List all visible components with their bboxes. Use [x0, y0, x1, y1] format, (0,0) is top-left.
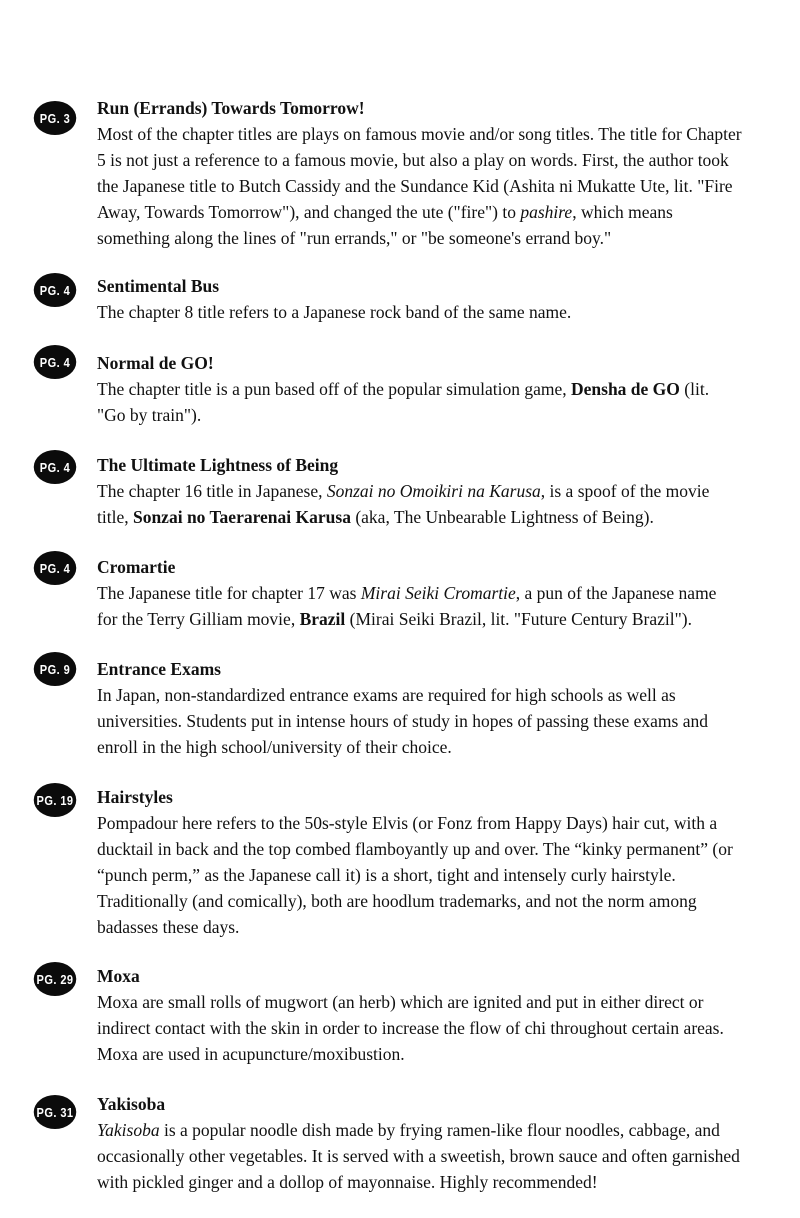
note-text-run: Traditionally (and comically), both are hoodlum trademarks, and not the norm among — [97, 891, 697, 911]
page-number: PG. 3 — [39, 110, 71, 126]
page-number: PG. 29 — [36, 971, 74, 987]
note-title: Sentimental Bus — [97, 276, 220, 296]
note-text — [97, 963, 787, 1067]
note-line — [97, 888, 787, 914]
note-text-run: occasionally other vegetables. It is served with a sweetish, brown sauce and often garnished — [97, 1146, 740, 1166]
note-body — [97, 478, 787, 530]
page-number: PG. 4 — [39, 459, 71, 475]
note-body — [97, 810, 787, 940]
note-text-run: , which means — [572, 202, 673, 222]
note-line — [97, 121, 787, 147]
note-text — [97, 273, 787, 325]
page-number: PG. 4 — [39, 560, 71, 576]
note-text — [97, 1091, 787, 1195]
note-line — [97, 1015, 787, 1041]
note-text-run: The chapter title is a pun based off of the popular simulation game, — [97, 379, 571, 399]
note-body — [97, 121, 787, 251]
page-number: PG. 4 — [39, 354, 71, 370]
note-text-run: Most of the chapter titles are plays on famous movie and/or song titles. The title for Chapter — [97, 124, 742, 144]
note-body — [97, 989, 787, 1067]
note-line — [97, 1117, 787, 1143]
bold-term: Densha de GO — [571, 379, 680, 399]
note-line — [97, 299, 787, 325]
note-text-run: Moxa are used in acupuncture/moxibustion. — [97, 1044, 405, 1064]
page-number: PG. 9 — [39, 661, 71, 677]
note-body — [97, 1117, 787, 1195]
note-title: Normal de GO! — [97, 353, 214, 373]
note-line — [97, 173, 787, 199]
italic-term: Yakisoba — [97, 1120, 160, 1140]
note-text-run: the Japanese title to Butch Cassidy and the Sundance Kid (Ashita ni Mukatte Ute, lit. "Fire — [97, 176, 733, 196]
note-line — [97, 199, 787, 225]
note-text-run: with pickled ginger and a dollop of mayonnaise. Highly recommended! — [97, 1172, 598, 1192]
page-badge — [34, 450, 77, 484]
page-number: PG. 4 — [39, 282, 71, 298]
note-title: The Ultimate Lightness of Being — [97, 455, 339, 475]
note-line — [97, 810, 787, 836]
note-line — [97, 478, 787, 504]
page-number: PG. 19 — [36, 792, 74, 808]
note-text-run: badasses these days. — [97, 917, 240, 937]
note-text-run: universities. Students put in intense hours of study in hopes of passing these exams and — [97, 711, 708, 731]
note-body — [97, 376, 787, 428]
note-text-run: (aka, The Unbearable Lightness of Being). — [350, 507, 654, 527]
page-number: PG. 31 — [36, 1104, 74, 1120]
note-text-run: In Japan, non-standardized entrance exams are required for high schools as well as — [97, 685, 676, 705]
note-line — [97, 862, 787, 888]
note-line — [97, 708, 787, 734]
note-title: Hairstyles — [97, 787, 173, 807]
note-line — [97, 580, 787, 606]
note-text — [97, 554, 787, 632]
italic-term: pashire — [520, 202, 573, 222]
note-line — [97, 225, 787, 251]
note-line — [97, 836, 787, 862]
note-title: Moxa — [97, 966, 140, 986]
note-text-run: Pompadour here refers to the 50s-style Elvis (or Fonz from Happy Days) hair cut, with a — [97, 813, 718, 833]
note-text-run: for the Terry Gilliam movie, — [97, 609, 300, 629]
note-line — [97, 1041, 787, 1067]
note-text-run: The Japanese title for chapter 17 was — [97, 583, 361, 603]
italic-term: Sonzai no Omoikiri na Karusa — [326, 481, 541, 501]
note-text-run: “punch perm,” as the Japanese call it) is a short, tight and intensely curly hairstyle. — [97, 865, 676, 885]
note-text — [97, 452, 787, 530]
note-line — [97, 914, 787, 940]
note-text — [97, 656, 787, 760]
page-badge — [34, 1095, 77, 1129]
note-text-run: (Mirai Seiki Brazil, lit. "Future Century Brazil"). — [345, 609, 692, 629]
bold-term: Brazil — [299, 609, 346, 629]
page-badge — [34, 273, 77, 307]
note-title: Cromartie — [97, 557, 176, 577]
note-title: Entrance Exams — [97, 659, 221, 679]
note-line — [97, 734, 787, 760]
note-title: Run (Errands) Towards Tomorrow! — [97, 98, 365, 118]
note-line — [97, 504, 787, 530]
note-text-run: Away, Towards Tomorrow"), and changed the ute ("fire") to — [97, 202, 521, 222]
italic-term: Mirai Seiki Cromartie — [360, 583, 516, 603]
page-badge — [34, 551, 77, 585]
note-text-run: , a pun of the Japanese name — [515, 583, 717, 603]
note-text-run: something along the lines of "run errands," or "be someone's errand boy." — [97, 228, 612, 248]
note-text-run: is a popular noodle dish made by frying ramen-like flour noodles, cabbage, and — [159, 1120, 720, 1140]
note-text-run: title, — [97, 507, 133, 527]
page-badge — [34, 962, 77, 996]
note-body — [97, 299, 787, 325]
note-text-run: 5 is not just a reference to a famous movie, but also a play on words. First, the author took — [97, 150, 729, 170]
note-line — [97, 376, 787, 402]
note-text — [97, 95, 787, 251]
note-line — [97, 147, 787, 173]
note-text-run: "Go by train"). — [97, 405, 202, 425]
note-line — [97, 1143, 787, 1169]
note-text — [97, 350, 787, 428]
bold-term: Sonzai no Taerarenai Karusa — [132, 507, 351, 527]
note-line — [97, 402, 787, 428]
page-badge — [34, 652, 77, 686]
note-text-run: (lit. — [679, 379, 710, 399]
note-title: Yakisoba — [97, 1094, 166, 1114]
note-line — [97, 989, 787, 1015]
note-line — [97, 606, 787, 632]
note-body — [97, 682, 787, 760]
note-text — [97, 784, 787, 940]
note-text-run: Moxa are small rolls of mugwort (an herb) which are ignited and put in either direct or — [97, 992, 704, 1012]
note-line — [97, 1169, 787, 1195]
page-badge — [34, 345, 77, 379]
page-badge — [34, 783, 77, 817]
note-text-run: The chapter 16 title in Japanese, — [97, 481, 327, 501]
note-text-run: indirect contact with the skin in order to increase the flow of chi throughout certain areas. — [97, 1018, 724, 1038]
note-text-run: The chapter 8 title refers to a Japanese rock band of the same name. — [97, 302, 572, 322]
note-text-run: ducktail in back and the top combed flamboyantly up and over. The “kinky permanent” (or — [97, 839, 733, 859]
note-text-run: enroll in the high school/university of their choice. — [97, 737, 452, 757]
note-body — [97, 580, 787, 632]
note-line — [97, 682, 787, 708]
page-badge — [34, 101, 77, 135]
note-text-run: , is a spoof of the movie — [540, 481, 710, 501]
